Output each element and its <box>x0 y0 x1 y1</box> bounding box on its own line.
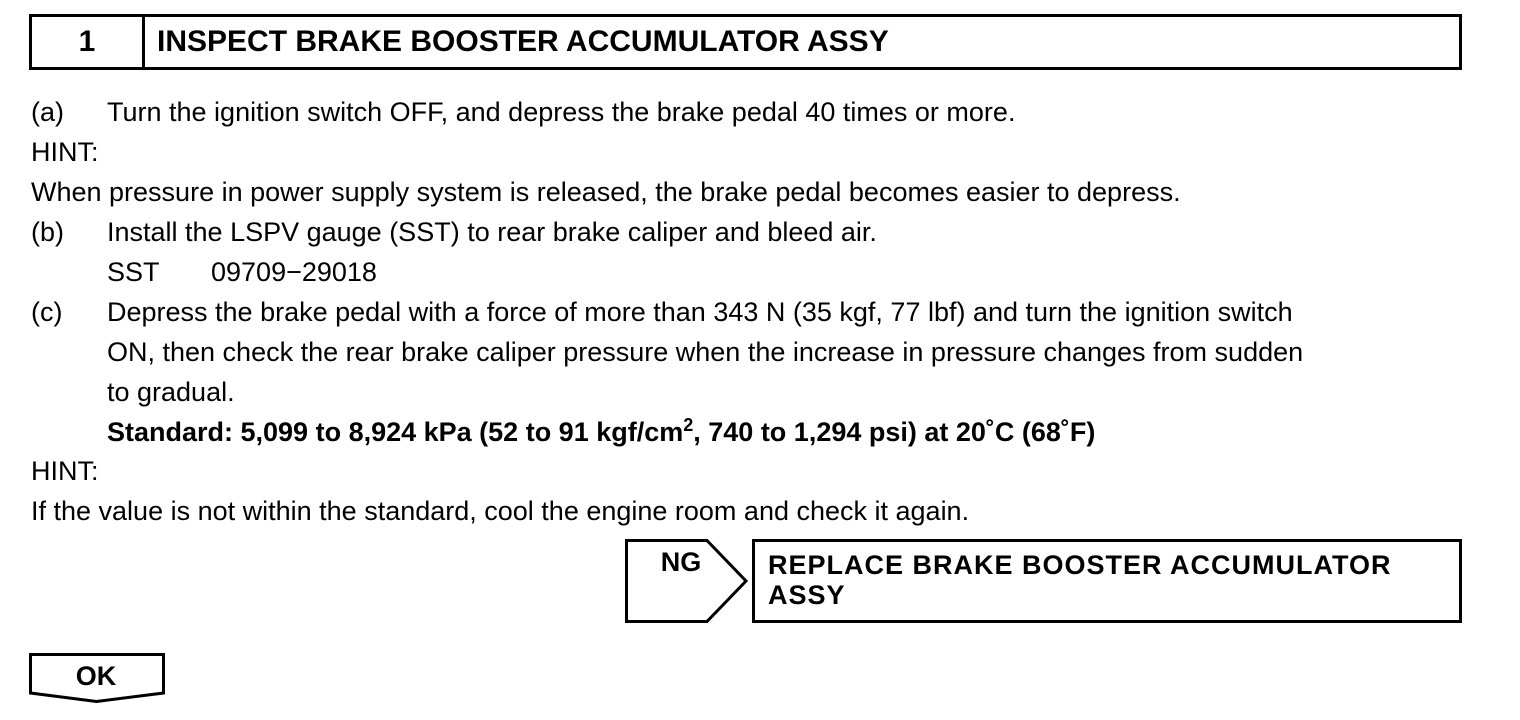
standard-spec-part-1: Standard: 5,099 to 8,924 kPa (52 to 91 kgf/cm <box>107 417 684 447</box>
standard-spec-part-2: , 740 to 1,294 psi) at 20˚C (68˚F) <box>693 417 1096 447</box>
step-c-label: (c) <box>31 297 63 327</box>
step-c-line-3: to gradual. <box>107 377 235 407</box>
step-header <box>29 14 1462 70</box>
hint-label: HINT: <box>31 137 99 167</box>
ng-action-box <box>752 539 1462 623</box>
step-a-text: Turn the ignition switch OFF, and depress the brake pedal 40 times or more. <box>107 97 1016 127</box>
ng-action-line-2: ASSY <box>768 580 846 610</box>
step-number: 1 <box>32 17 145 67</box>
step-c-line-1: Depress the brake pedal with a force of more than 343 N (35 kgf, 77 lbf) and turn the ignition switch <box>107 297 1293 327</box>
step-b-label: (b) <box>31 217 64 247</box>
hint-label-2: HINT: <box>31 456 99 486</box>
sst-value: 09709−29018 <box>211 257 377 287</box>
standard-spec-superscript: 2 <box>683 415 694 435</box>
step-b-text: Install the LSPV gauge (SST) to rear brake caliper and bleed air. <box>107 217 877 247</box>
hint-text: When pressure in power supply system is released, the brake pedal becomes easier to depress. <box>31 177 1181 207</box>
step-c-line-2: ON, then check the rear brake caliper pressure when the increase in pressure changes from sudden <box>107 337 1304 367</box>
ng-action-text <box>768 550 1392 610</box>
sst-label: SST <box>107 257 160 287</box>
standard-spec <box>107 416 1095 448</box>
ok-result-box <box>29 653 165 703</box>
step-a-label: (a) <box>31 97 64 127</box>
ok-label: OK <box>75 661 117 691</box>
ng-result-box <box>625 539 749 623</box>
step-title: INSPECT BRAKE BOOSTER ACCUMULATOR ASSY <box>157 25 889 58</box>
ng-action-line-1: REPLACE BRAKE BOOSTER ACCUMULATOR <box>768 550 1392 580</box>
hint-text-2: If the value is not within the standard, cool the engine room and check it again. <box>31 496 970 526</box>
ng-label: NG <box>660 547 702 577</box>
step-a <box>31 96 64 128</box>
